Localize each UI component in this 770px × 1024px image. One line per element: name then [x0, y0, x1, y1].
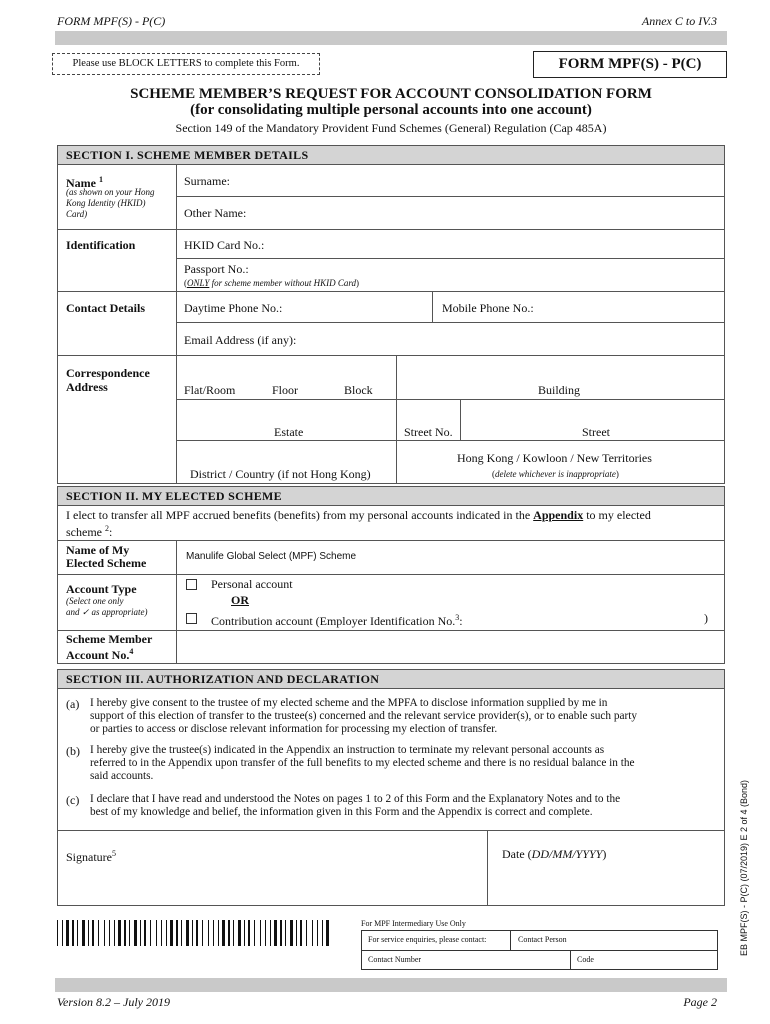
correspondence-label-1: Correspondence: [66, 366, 150, 380]
personal-account-label: Personal account: [211, 577, 293, 591]
district-field[interactable]: District / Country (if not Hong Kong): [190, 467, 371, 481]
footer-bar: [55, 978, 727, 992]
daytime-phone-field[interactable]: Daytime Phone No.:: [184, 301, 283, 315]
name-note: (as shown on your Hong Kong Identity (HKID) Card): [66, 187, 155, 219]
clause-c: I declare that I have read and understood the Notes on pages 1 to 2 of this Form and the Explanatory Notes and to the best of my knowledge and belief, the information given in this Form and the Appendix is correct and complete.: [90, 793, 621, 818]
contribution-account-checkbox[interactable]: [186, 613, 197, 624]
contact-number-field[interactable]: Contact Number: [368, 955, 422, 964]
passport-note: (ONLY for scheme member without HKID Card): [184, 278, 359, 288]
email-field[interactable]: Email Address (if any):: [184, 333, 297, 347]
form-badge: FORM MPF(S) - P(C): [533, 51, 727, 78]
other-name-field[interactable]: Other Name:: [184, 206, 247, 220]
section-2-heading: SECTION II. MY ELECTED SCHEME: [57, 486, 725, 506]
page-number: Page 2: [683, 995, 717, 1009]
contact-person-field[interactable]: Contact Person: [518, 935, 567, 944]
identification-label: Identification: [66, 238, 136, 252]
account-type-note-2: and ✓ as appropriate): [66, 607, 148, 617]
annex-header: Annex C to IV.3: [641, 14, 717, 28]
correspondence-label-2: Address: [66, 380, 108, 394]
street-field[interactable]: Street: [582, 425, 610, 439]
account-type-label: Account Type: [66, 582, 137, 596]
regulation-reference: Section 149 of the Mandatory Provident Fund Schemes (General) Regulation (Cap 485A): [175, 121, 607, 135]
elect-intro: I elect to transfer all MPF accrued benefits (benefits) from my personal accounts indicated in the Appendix to my elected scheme $^2$:: [66, 508, 651, 539]
form-code-header: FORM MPF(S) - P(C): [57, 14, 166, 28]
header-bar: [55, 31, 727, 45]
form-subtitle: (for consolidating multiple personal accounts into one account): [190, 102, 592, 118]
elected-scheme-label-2: Elected Scheme: [66, 556, 147, 570]
estate-field[interactable]: Estate: [274, 425, 304, 439]
street-no-field[interactable]: Street No.: [404, 425, 453, 439]
section-1-heading: SECTION I. SCHEME MEMBER DETAILS: [57, 145, 725, 165]
signature-field[interactable]: Signature$^5$: [66, 849, 116, 864]
contribution-account-label: Contribution account (Employer Identification No.$^3$:: [211, 613, 463, 628]
clause-a-marker: (a): [66, 697, 80, 711]
member-account-label-2: Account No.$^4$: [66, 647, 134, 662]
intermediary-title: For MPF Intermediary Use Only: [361, 919, 466, 928]
clause-b-marker: (b): [66, 744, 80, 758]
or-label: OR: [231, 593, 249, 607]
side-form-code: EB MPF(S) - P(C) (07/2019) E 2 of 4 (Bond): [739, 779, 749, 956]
surname-field[interactable]: Surname:: [184, 174, 230, 188]
name-label: Name $^1$: [66, 175, 103, 190]
member-account-input[interactable]: [177, 631, 724, 663]
mobile-phone-field[interactable]: Mobile Phone No.:: [442, 301, 534, 315]
contribution-close-paren: ): [704, 611, 708, 625]
floor-field[interactable]: Floor: [272, 383, 299, 397]
passport-field[interactable]: Passport No.:: [184, 262, 249, 276]
barcode: [57, 920, 329, 946]
clause-b: I hereby give the trustee(s) indicated in the Appendix an instruction to terminate my relevant personal accounts as referred to in the Appendix upon transfer of the full benefits to my elected scheme and there is no residual balance in the said accounts.: [90, 744, 635, 782]
clause-c-marker: (c): [66, 793, 80, 807]
block-letters-notice: Please use BLOCK LETTERS to complete this Form.: [52, 53, 320, 75]
version-footer: Version 8.2 – July 2019: [57, 995, 170, 1009]
member-account-label-1: Scheme Member: [66, 632, 153, 646]
elected-scheme-label-1: Name of My: [66, 543, 130, 557]
elected-scheme-value[interactable]: Manulife Global Select (MPF) Scheme: [186, 551, 357, 562]
personal-account-checkbox[interactable]: [186, 579, 197, 590]
service-enquiries-label: For service enquiries, please contact:: [368, 935, 487, 944]
code-field[interactable]: Code: [577, 955, 594, 964]
contact-details-label: Contact Details: [66, 301, 145, 315]
date-field[interactable]: Date (DD/MM/YYYY): [502, 847, 607, 861]
region-note: (delete whichever is inappropriate): [492, 469, 619, 479]
form-title: SCHEME MEMBER’S REQUEST FOR ACCOUNT CONSOLIDATION FORM: [130, 86, 652, 102]
clause-a: I hereby give consent to the trustee of my elected scheme and the MPFA to disclose information supplied by me in support of this election of transfer to the trustee(s) concerned and the relevant service provider(s), or to enable such party or parties to access or disclose relevant information for processing my election of transfer.: [90, 697, 638, 735]
account-type-note-1: (Select one only: [66, 596, 124, 606]
region-selector[interactable]: Hong Kong / Kowloon / New Territories: [457, 451, 652, 465]
building-field[interactable]: Building: [538, 383, 581, 397]
block-field[interactable]: Block: [344, 383, 373, 397]
hkid-field[interactable]: HKID Card No.:: [184, 238, 265, 252]
section-3-heading: SECTION III. AUTHORIZATION AND DECLARATION: [57, 669, 725, 689]
flat-field[interactable]: Flat/Room: [184, 383, 236, 397]
